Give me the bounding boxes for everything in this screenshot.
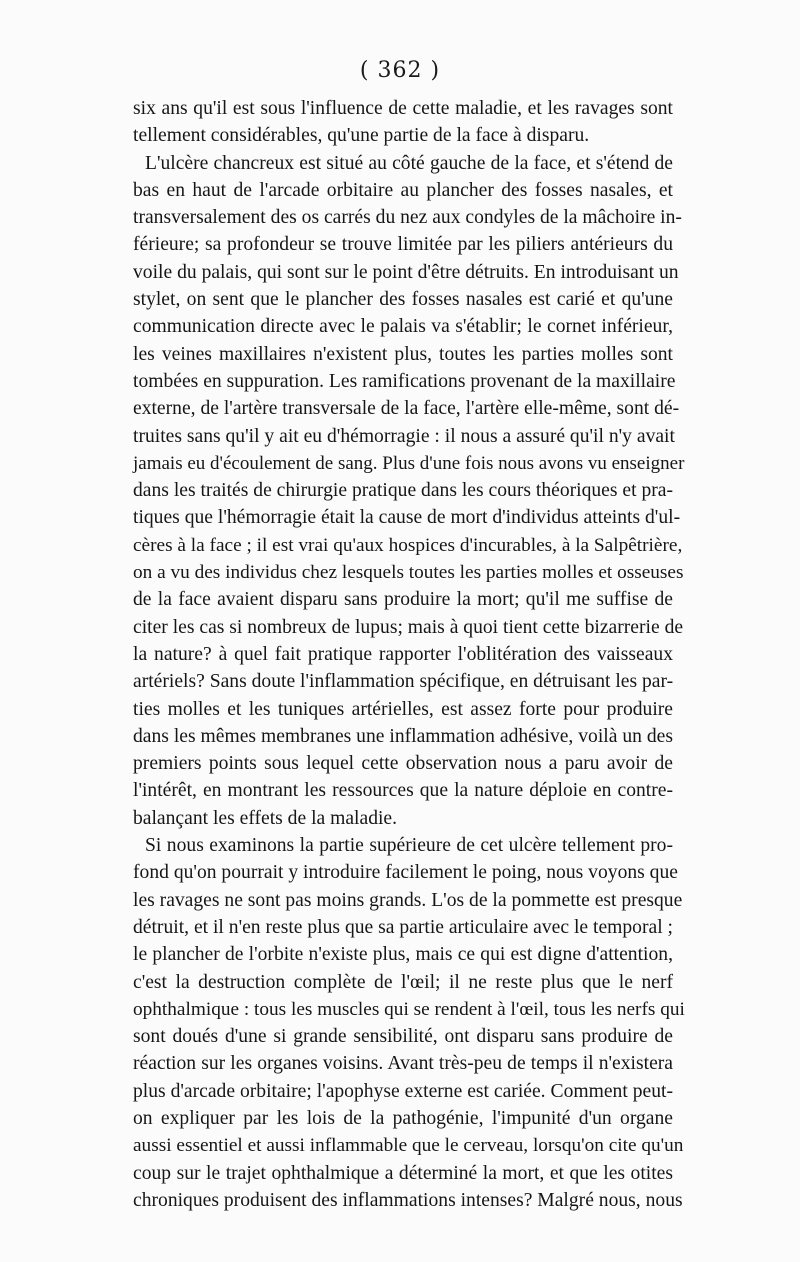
text-line: jamais eu d'écoulement de sang. Plus d'une fois nous avons vu enseigner (133, 452, 685, 474)
text-line: réaction sur les organes voisins. Avant très-peu de temps il n'existera (133, 1053, 673, 1075)
text-line: Si nous examinons la partie supérieure de cet ulcère tellement pro- (145, 835, 673, 857)
text-line: balançant les effets de la maladie. (133, 807, 398, 829)
text-line: plus d'arcade orbitaire; l'apophyse externe est cariée. Comment peut- (133, 1080, 673, 1102)
text-line: sont doués d'une si grande sensibilité, ont disparu sans produire de (133, 1026, 673, 1048)
text-line: tellement considérables, qu'une partie de la face à disparu. (133, 125, 590, 147)
text-line: tombées en suppuration. Les ramifications provenant de la maxillaire (133, 370, 676, 392)
text-line: aussi essentiel et aussi inflammable que le cerveau, lorsqu'on cite qu'un (133, 1135, 684, 1157)
body-text (133, 95, 685, 1214)
text-line: truites sans qu'il y ait eu d'hémorragie : il nous a assuré qu'il n'y avait (133, 425, 675, 447)
text-line: artériels? Sans doute l'inflammation spécifique, en détruisant les par- (133, 671, 674, 693)
text-line: dans les mêmes membranes une inflammation adhésive, voilà un des (133, 725, 673, 747)
text-line: l'intérêt, en montrant les ressources que la nature déploie en contre- (133, 780, 673, 802)
text-line: la nature? à quel fait pratique rapporter l'oblitération des vaisseaux (133, 643, 673, 665)
text-line: on expliquer par les lois de la pathogénie, l'impunité d'un organe (133, 1107, 673, 1129)
text-line: les veines maxillaires n'existent plus, toutes les parties molles sont (133, 343, 673, 365)
text-line: stylet, on sent que le plancher des fosses nasales est carié et qu'une (133, 289, 673, 311)
text-line: premiers points sous lequel cette observation nous a paru avoir de (133, 753, 673, 775)
text-line: cères à la face ; il est vrai qu'aux hospices d'incurables, à la Salpêtrière, (133, 534, 683, 556)
text-line: citer les cas si nombreux de lupus; mais à quoi tient cette bizarrerie de (133, 616, 684, 638)
text-line: ophthalmique : tous les muscles qui se rendent à l'œil, tous les nerfs qui (133, 998, 685, 1020)
text-line: tiques que l'hémorragie était la cause de mort d'individus atteints d'ul- (133, 507, 681, 529)
text-line: les ravages ne sont pas moins grands. L'os de la pommette est presque (133, 889, 683, 911)
text-line: six ans qu'il est sous l'influence de cette maladie, et les ravages sont (133, 98, 673, 119)
text-line: c'est la destruction complète de l'œil; il ne reste plus que le nerf (133, 971, 673, 993)
text-line: férieure; sa profondeur se trouve limitée par les piliers antérieurs du (133, 234, 673, 256)
text-line: de la face avaient disparu sans produire la mort; qu'il me suffise de (133, 589, 673, 611)
text-line: le plancher de l'orbite n'existe plus, mais ce qui est digne d'attention, (133, 944, 673, 966)
text-line: transversalement des os carrés du nez aux condyles de la mâchoire in- (133, 207, 682, 229)
text-line: détruit, et il n'en reste plus que sa partie articulaire avec le temporal ; (133, 916, 673, 938)
text-line: voile du palais, qui sont sur le point d'être détruits. En introduisant un (133, 261, 679, 283)
text-line: dans les traités de chirurgie pratique dans les cours théoriques et pra- (133, 480, 673, 502)
text-line: bas en haut de l'arcade orbitaire au plancher des fosses nasales, et (133, 179, 673, 201)
text-line: communication directe avec le palais va s'établir; le cornet inférieur, (133, 316, 673, 338)
text-line: on a vu des individus chez lesquels toutes les parties molles et osseuses (133, 562, 684, 584)
text-line: coup sur le trajet ophthalmique a déterminé la mort, et que les otites (133, 1162, 673, 1184)
text-line: ties molles et les tuniques artérielles, est assez forte pour produire (133, 698, 673, 720)
text-line: L'ulcère chancreux est situé au côté gauche de la face, et s'étend de (145, 152, 673, 174)
text-line: fond qu'on pourrait y introduire facilement le poing, nous voyons que (133, 862, 678, 884)
page-number: ( 362 ) (359, 58, 441, 83)
text-line: externe, de l'artère transversale de la face, l'artère elle-même, sont dé- (133, 398, 680, 420)
text-line: chroniques produisent des inflammations intenses? Malgré nous, nous (133, 1189, 683, 1211)
